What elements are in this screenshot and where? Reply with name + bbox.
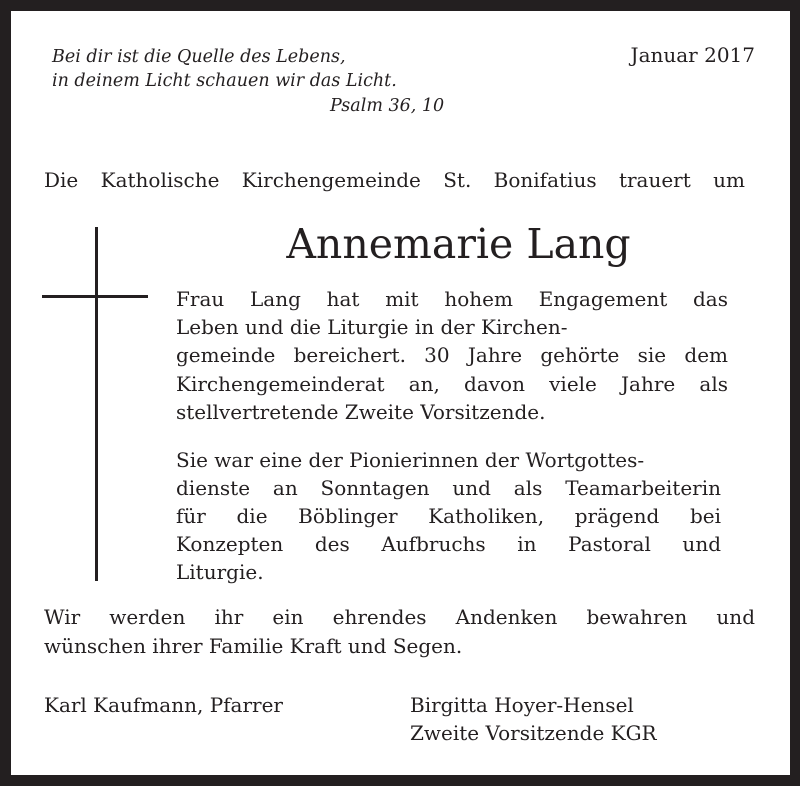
obituary-notice <box>11 11 790 775</box>
cross-icon-horizontal <box>42 295 148 298</box>
paragraph1-line: stellvertretende Zweite Vorsitzende. <box>176 400 546 424</box>
motto-line-1: Bei dir ist die Quelle des Lebens, <box>52 47 346 67</box>
closing-line: wünschen ihrer Familie Kraft und Segen. <box>44 634 463 658</box>
paragraph1-line: Frau Lang hat mit hohem Engagement das <box>176 287 728 311</box>
closing-line: Wir werden ihr ein ehrendes Andenken bewahren und <box>44 605 755 629</box>
signature-left-name: Karl Kaufmann, Pfarrer <box>44 693 283 717</box>
paragraph2-line: für die Böblinger Katholiken, prägend bei <box>176 504 721 528</box>
paragraph1-line: gemeinde bereichert. 30 Jahre gehörte sie dem <box>176 343 728 367</box>
paragraph2-line: Konzepten des Aufbruchs in Pastoral und <box>176 532 721 556</box>
cross-icon-vertical <box>95 227 98 581</box>
deceased-name: Annemarie Lang <box>286 220 631 268</box>
intro-text: Die Katholische Kirchengemeinde St. Bonifatius trauert um <box>44 168 745 192</box>
motto-line-2: in deinem Licht schauen wir das Licht. <box>52 71 397 91</box>
paragraph1-line: Kirchengemeinderat an, davon viele Jahre als <box>176 372 728 396</box>
motto-source: Psalm 36, 10 <box>330 96 445 116</box>
date: Januar 2017 <box>630 43 755 67</box>
signature-right-name: Birgitta Hoyer-Hensel <box>410 693 634 717</box>
signature-right-role: Zweite Vorsitzende KGR <box>410 721 657 745</box>
paragraph1-line: Leben und die Liturgie in der Kirchen- <box>176 315 568 339</box>
paragraph2-line: Liturgie. <box>176 560 264 584</box>
paragraph2-line: dienste an Sonntagen und als Teamarbeiterin <box>176 476 721 500</box>
paragraph2-line: Sie war eine der Pionierinnen der Wortgottes- <box>176 448 645 472</box>
